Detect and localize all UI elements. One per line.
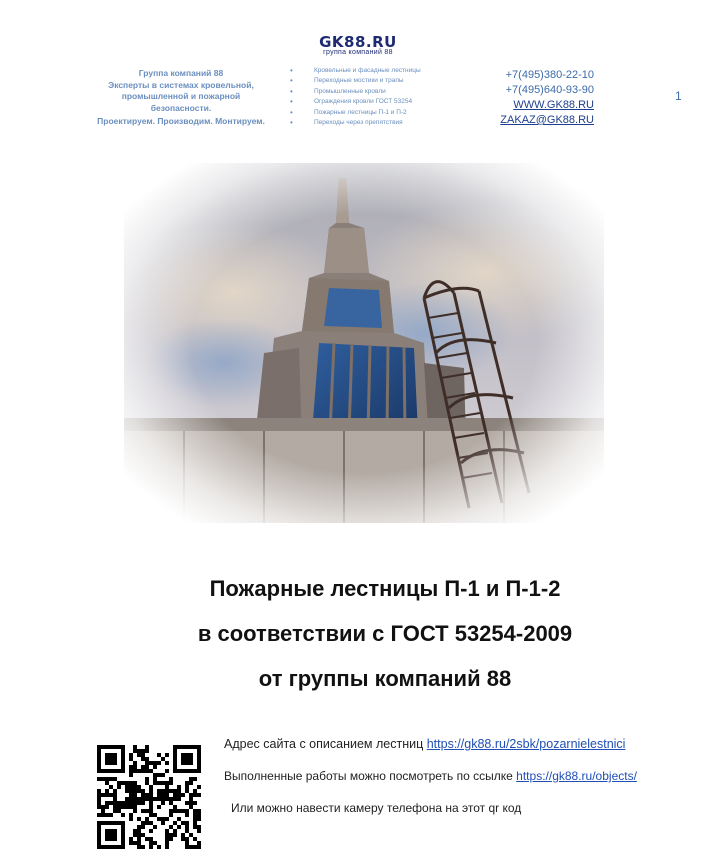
title-line-3: от группы компаний 88 (258, 666, 512, 691)
works-line (224, 769, 637, 783)
company-line-2: Эксперты в системах кровельной, (108, 79, 254, 90)
qr-hint: Или можно навести камеру телефона на этот qr код (231, 801, 522, 815)
service-item: • Переходы через препятствия (290, 118, 460, 128)
title-line-2: в соответствии с ГОСТ 53254-2009 (197, 621, 573, 646)
service-item: • Кровельные и фасадные лестницы (290, 66, 460, 76)
site-address-text: Адрес сайта с описанием лестниц (224, 737, 424, 751)
phone-2: +7(495)640-93-90 (505, 84, 594, 96)
company-line-4: безопасности. (150, 102, 212, 113)
building-photo (124, 163, 604, 523)
service-item: • Переходные мостики и трапы (290, 76, 460, 86)
title-line-1: Пожарные лестницы П-1 и П-1-2 (209, 576, 561, 601)
service-item: • Пожарные лестницы П-1 и П-2 (290, 108, 460, 118)
services-list (290, 66, 460, 128)
logo-sub-text: группа компаний 88 (323, 49, 393, 56)
logo (306, 34, 410, 56)
email-link[interactable]: ZAKAZ@GK88.RU (500, 114, 594, 126)
qr-code (97, 745, 201, 849)
site-address-line (224, 737, 625, 751)
service-item: • Промышленные кровли (290, 87, 460, 97)
phone-1: +7(495)380-22-10 (505, 69, 594, 81)
logo-main-text: GK88.RU (319, 33, 397, 51)
works-link[interactable]: https://gk88.ru/objects/ (516, 769, 637, 783)
site-address-link[interactable]: https://gk88.ru/2sbk/pozarnielestnici (426, 737, 626, 751)
service-item: • Ограждения кровли ГОСТ 53254 (290, 97, 460, 107)
website-link[interactable]: WWW.GK88.RU (513, 99, 594, 111)
company-line-1: Группа компаний 88 (138, 68, 224, 78)
company-line-3: промышленной и пожарной (121, 91, 241, 101)
company-description (86, 68, 276, 128)
document-title (60, 566, 710, 701)
page-number: 1 (675, 89, 682, 103)
company-tagline: Проектируем. Производим. Монтируем. (97, 116, 265, 126)
works-text: Выполненные работы можно посмотреть по ссылке (224, 769, 513, 783)
contacts (470, 68, 594, 128)
